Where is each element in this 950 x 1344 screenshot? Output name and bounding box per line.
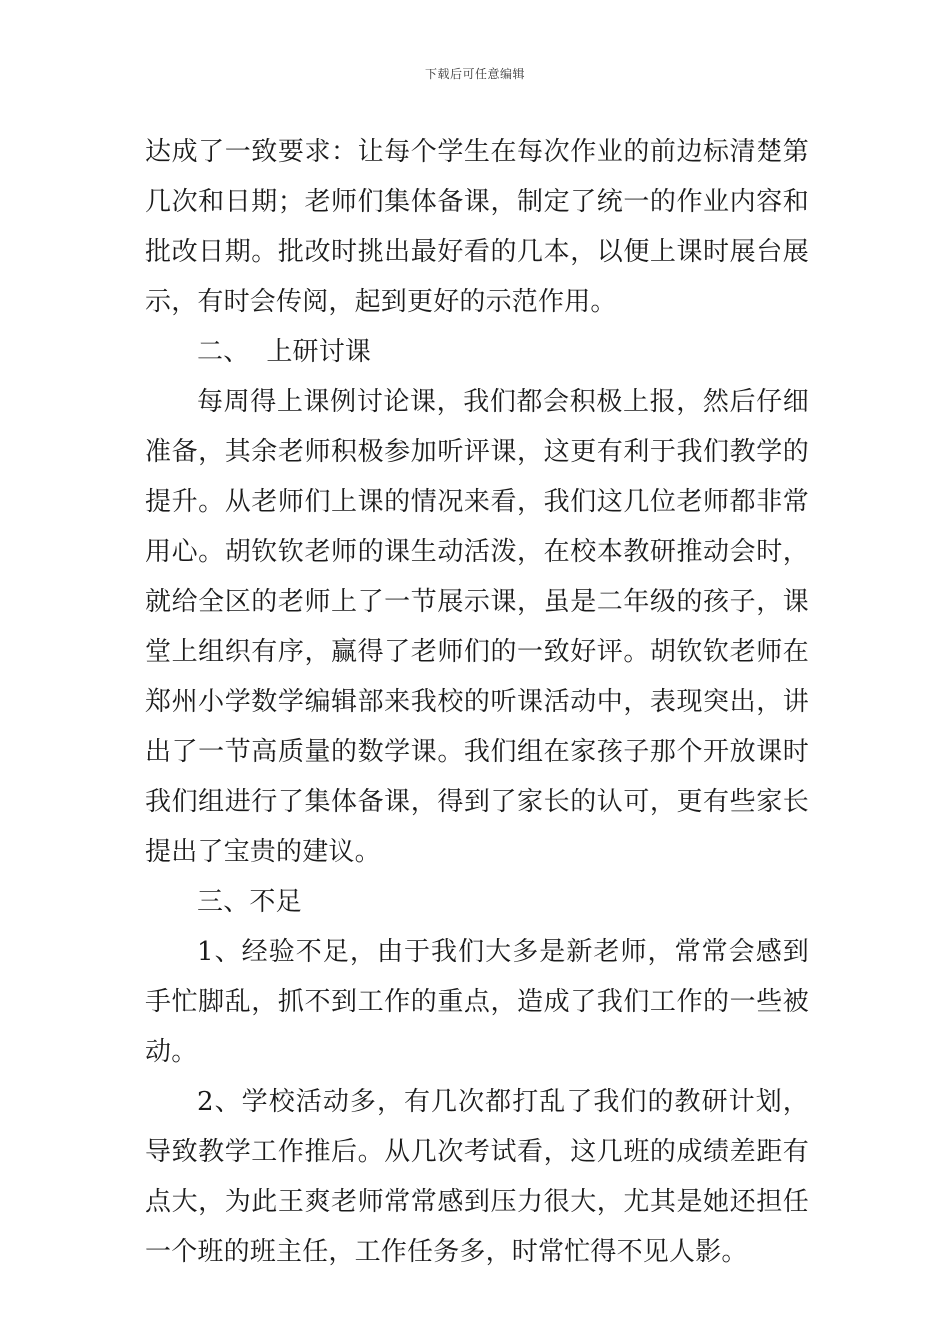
paragraph-shortcoming-1: 1、经验不足，由于我们大多是新老师，常常会感到手忙脚乱，抓不到工作的重点，造成了我们工作的一些被动。 bbox=[145, 937, 809, 1067]
document-body bbox=[145, 127, 809, 1277]
paragraph-continuation: 达成了一致要求：让每个学生在每次作业的前边标清楚第几次和日期；老师们集体备课，制定了统一的作业内容和批改日期。批改时挑出最好看的几本，以便上课时展台展示，有时会传阅，起到更好的示范作用。 bbox=[145, 137, 809, 317]
paragraph-shortcoming-2: 2、学校活动多，有几次都打乱了我们的教研计划，导致教学工作推后。从几次考试看，这几班的成绩差距有点大，为此王爽老师常常感到压力很大，尤其是她还担任一个班的班主任，工作任务多，时常忙得不见人影。 bbox=[145, 1087, 809, 1267]
paragraph-research-class: 每周得上课例讨论课，我们都会积极上报，然后仔细准备，其余老师积极参加听评课，这更有利于我们教学的提升。从老师们上课的情况来看，我们这几位老师都非常用心。胡钦钦老师的课生动活泼，在校本教研推动会时，就给全区的老师上了一节展示课，虽是二年级的孩子，课堂上组织有序，赢得了老师们的一致好评。胡钦钦老师在郑州小学数学编辑部来我校的听课活动中，表现突出，讲出了一节高质量的数学课。我们组在家孩子那个开放课时我们组进行了集体备课，得到了家长的认可，更有些家长提出了宝贵的建议。 bbox=[145, 387, 809, 867]
section-heading-shortcomings: 三、不足 bbox=[197, 887, 302, 917]
section-heading-research-class: 二、 上研讨课 bbox=[197, 337, 372, 367]
page-header: 下载后可任意编辑 bbox=[424, 67, 525, 81]
